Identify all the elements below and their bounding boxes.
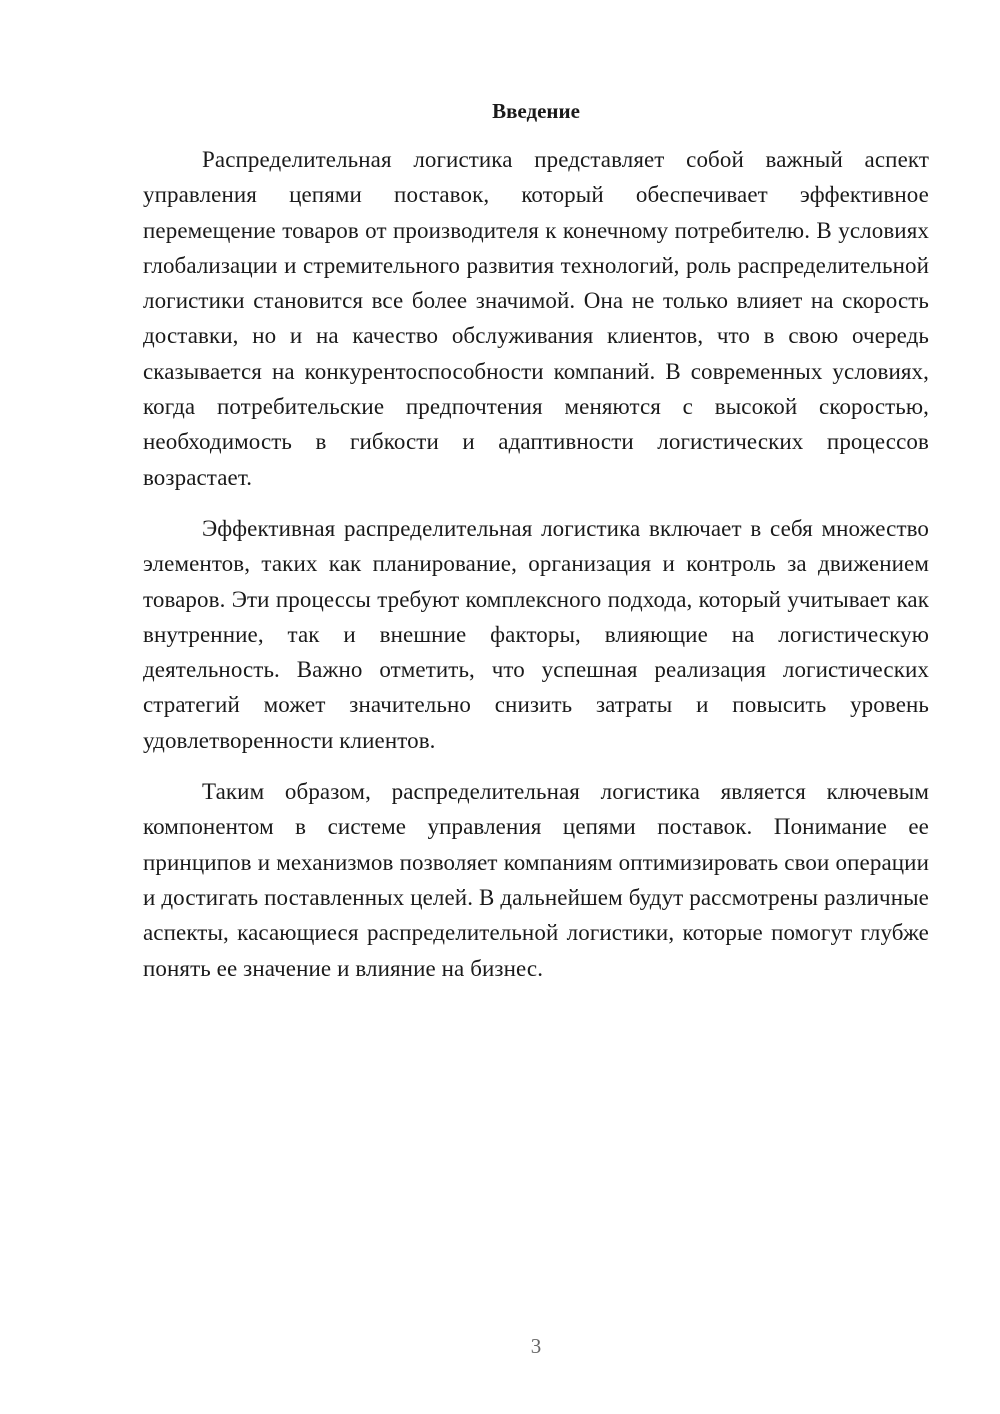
paragraph-3: Таким образом, распределительная логистика является ключевым компонентом в системе управления цепями поставок. Понимание ее принципов и механизмов позволяет компаниям оптимизировать свои операции и достигать поставленных целей. В дальнейшем будут рассмотрены различные аспекты, касающиеся распределительной логистики, которые помогут глубже понять ее значение и влияние на бизнес. bbox=[143, 779, 929, 981]
paragraph-1: Распределительная логистика представляет собой важный аспект управления цепями поставок, который обеспечивает эффективное перемещение товаров от производителя к конечному потребителю. В условиях глобализации и стремительного развития технологий, роль распределительной логистики становится все более значимой. Она не только влияет на скорость доставки, но и на качество обслуживания клиентов, что в свою очередь сказывается на конкурентоспособности компаний. В современных условиях, когда потребительские предпочтения меняются с высокой скоростью, необходимость в гибкости и адаптивности логистических процессов возрастает. bbox=[143, 147, 929, 490]
section-heading: Введение bbox=[492, 99, 580, 123]
body-text bbox=[143, 142, 929, 1002]
page-number: 3 bbox=[530, 1334, 542, 1358]
paragraph-2: Эффективная распределительная логистика включает в себя множество элементов, таких как планирование, организация и контроль за движением товаров. Эти процессы требуют комплексного подхода, который учитывает как внутренние, так и внешние факторы, влияющие на логистическую деятельность. Важно отметить, что успешная реализация логистических стратегий может значительно снизить затраты и повысить уровень удовлетворенности клиентов. bbox=[143, 515, 929, 753]
